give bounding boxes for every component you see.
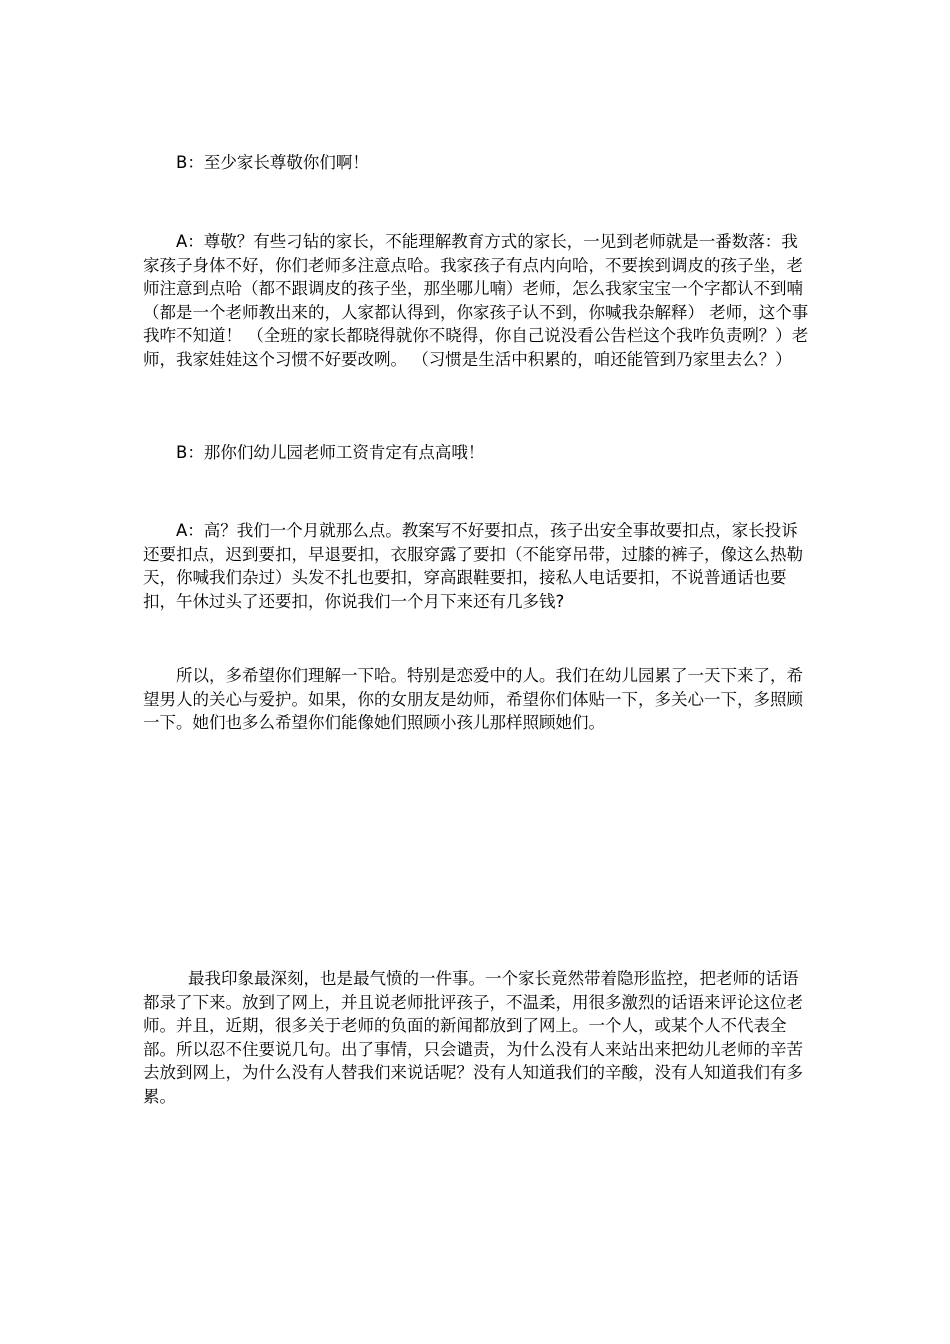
paragraph-a-parents: A：尊敬？有些刁钻的家长，不能理解教育方式的家长，一见到老师就是一番数落：我家孩子身体不好，你们老师多注意点哈。我家孩子有点内向哈，不要挨到调皮的孩子坐，老师注意到点哈（都不跟调皮的孩子坐，那坐哪儿喃）老师，怎么我家宝宝一个字都认不到喃（都是一个老师教出来的，人家都认得到，你家孩子认不到，你喊我杂解释） 老师，这个事我咋不知道！ （全班的家长都晓得就你不晓得，你自己说没看公告栏这个我咋负责咧？）老师，我家娃娃这个习惯不好要改咧。 （习惯是生活中积累的，咱还能管到乃家里去么？） [143, 232, 809, 369]
paragraph-understanding: 所以，多希望你们理解一下哈。特别是恋爱中的人。我们在幼儿园累了一天下来了，希望男人的关心与爱护。如果，你的女朋友是幼师，希望你们体贴一下，多关心一下，多照顾一下。她们也多么希望你们能像她们照顾小孩儿那样照顾她们。 [143, 666, 803, 732]
paragraph-impression: 最我印象最深刻，也是最气愤的一件事。一个家长竟然带着隐形监控，把老师的话语都录了下来。放到了网上，并且说老师批评孩子，不温柔，用很多激烈的话语来评论这位老师。并且，近期，很多关于老师的负面的新闻都放到了网上。一个人，或某个人不代表全部。所以忍不住要说几句。出了事情，只会谴责，为什么没有人来站出来把幼儿老师的辛苦去放到网上，为什么没有人替我们来说话呢？没有人知道我们的辛酸，没有人知道我们有多累。 [143, 969, 803, 1106]
paragraph-a-deductions: A：高？我们一个月就那么点。教案写不好要扣点，孩子出安全事故要扣点，家长投诉还要扣点，迟到要扣，早退要扣，衣服穿露了要扣（不能穿吊带，过膝的裤子，像这么热勒天，你喊我们杂过）头发不扎也要扣，穿高跟鞋要扣，接私人电话要扣，不说普通话也要扣，午休过头了还要扣，你说我们一个月下来还有几多钱? [143, 521, 803, 611]
paragraph-b-salary: B：那你们幼儿园老师工资肯定有点高哦！ [176, 443, 485, 462]
paragraph-b-respect: B：至少家长尊敬你们啊！ [176, 153, 369, 172]
